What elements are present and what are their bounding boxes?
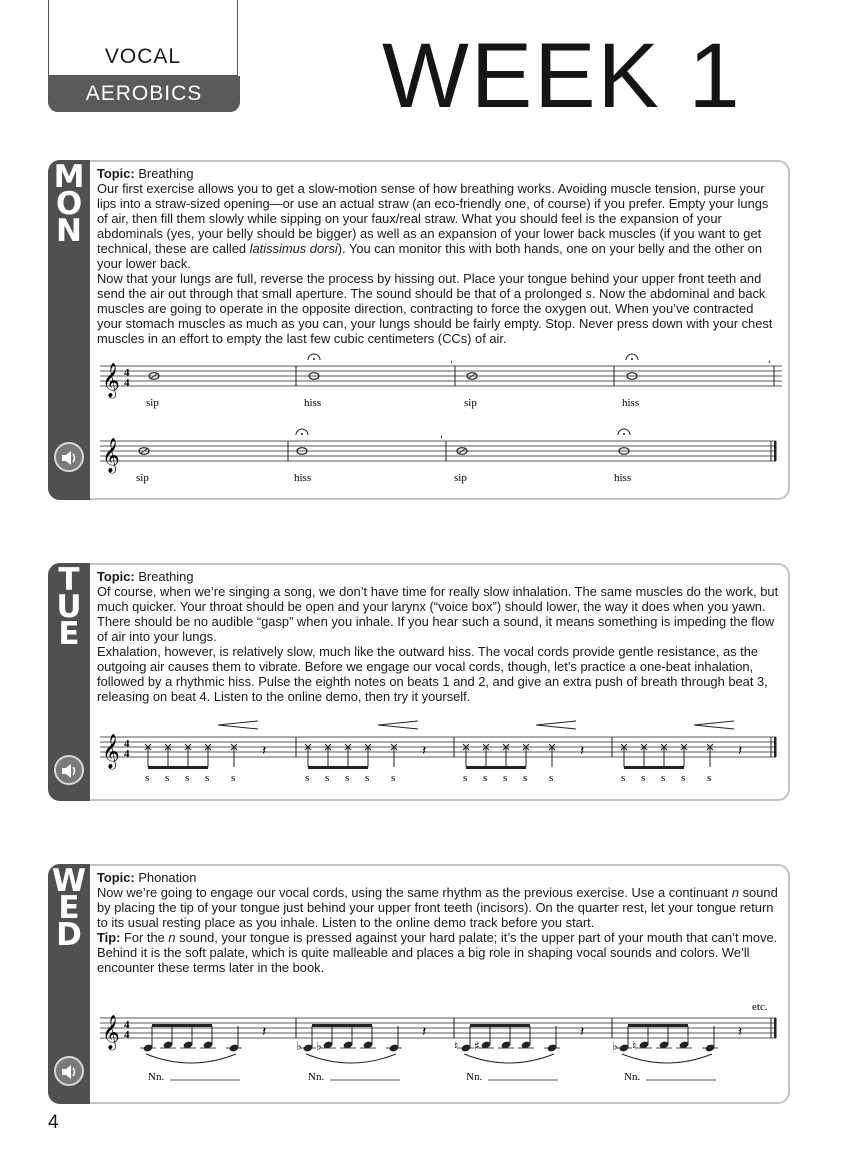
x-note xyxy=(707,744,713,767)
accidental: ♮ xyxy=(632,1039,637,1053)
day-letter: D xyxy=(56,917,82,953)
day-letter: T xyxy=(58,562,80,598)
lyric: sip xyxy=(464,397,477,409)
svg-text:4: 4 xyxy=(124,738,130,750)
x-note xyxy=(641,744,647,767)
lyric: sip xyxy=(454,472,467,484)
svg-text:,: , xyxy=(450,354,453,365)
topic-value: Breathing xyxy=(138,569,194,584)
quarter-rest: 𝄽 xyxy=(422,743,427,759)
tab-top-label: VOCAL xyxy=(48,0,238,76)
svg-text:4: 4 xyxy=(124,377,130,389)
lyric: s xyxy=(707,772,712,784)
x-note xyxy=(231,744,237,767)
topic-label: Topic: xyxy=(97,870,135,885)
x-note xyxy=(661,744,667,767)
paragraph: sound by placing the tip of your tongue just behind your upper front teeth (incisors). On the quarter rest, let your tongue return to its usual resting place as you inhale. Listen to the online demo track before you start. xyxy=(97,885,778,930)
day-letter: W xyxy=(51,863,87,899)
beam xyxy=(308,766,368,769)
accidental: ♮ xyxy=(454,1039,459,1053)
lyric: s xyxy=(483,772,488,784)
note xyxy=(458,1026,474,1053)
svg-text:4: 4 xyxy=(124,748,130,760)
lyric: s xyxy=(549,772,554,784)
crescendo-mark xyxy=(694,721,734,729)
slur xyxy=(464,1054,554,1063)
beam xyxy=(470,1024,530,1027)
tuesday-panel xyxy=(48,563,790,801)
note xyxy=(386,1026,402,1053)
beam xyxy=(312,1024,372,1027)
quarter-rest: 𝄽 xyxy=(580,743,585,759)
quarter-rest: 𝄽 xyxy=(262,743,267,759)
quarter-rest: 𝄽 xyxy=(422,1024,427,1040)
lyric: Nn. xyxy=(624,1071,641,1083)
svg-text:,: , xyxy=(768,354,771,365)
quarter-rest: 𝄽 xyxy=(580,1024,585,1040)
x-note xyxy=(165,744,171,767)
lyric: s xyxy=(621,772,626,784)
lyric: hiss xyxy=(622,397,640,409)
wednesday-text xyxy=(97,870,780,975)
term: n xyxy=(168,930,176,945)
day-letter: M xyxy=(53,159,85,195)
tuesday-sidebar xyxy=(48,563,90,801)
note xyxy=(300,1026,316,1053)
x-note xyxy=(523,744,529,767)
paragraph: Now that your lungs are full, reverse the process by hissing out. Place your tongue behind your upper front teeth and send the air out through that small aperture. The sound should be that of a prolonged xyxy=(97,271,762,301)
lyric: sip xyxy=(136,472,149,484)
topic-value: Phonation xyxy=(138,870,197,885)
svg-text:4: 4 xyxy=(124,1019,130,1031)
slur xyxy=(622,1054,712,1063)
day-letter: O xyxy=(55,186,83,222)
svg-text:,: , xyxy=(440,429,443,440)
tip-label: Tip: xyxy=(97,930,121,945)
lyric: Nn. xyxy=(466,1071,483,1083)
x-note xyxy=(681,744,687,767)
tab-bottom-label: AEROBICS xyxy=(48,76,240,112)
music-staff xyxy=(100,996,784,1086)
term: latissimus dorsi xyxy=(249,241,338,256)
monday-panel xyxy=(48,160,790,500)
wednesday-sidebar xyxy=(48,864,90,1104)
crescendo-mark xyxy=(378,721,418,729)
beam xyxy=(152,1024,212,1027)
accidental: ♭ xyxy=(296,1039,302,1053)
wednesday-letters xyxy=(48,863,90,953)
lyric: hiss xyxy=(304,397,322,409)
svg-text:𝄞: 𝄞 xyxy=(102,363,120,398)
accidental: ♭ xyxy=(612,1039,618,1053)
lyric: s xyxy=(231,772,236,784)
svg-text:𝄞: 𝄞 xyxy=(102,1015,120,1050)
lyric: s xyxy=(503,772,508,784)
music-staff xyxy=(100,352,784,412)
lyric: s xyxy=(391,772,396,784)
accidental: ♭ xyxy=(316,1039,322,1053)
etc-label: etc. xyxy=(752,1001,768,1013)
x-note xyxy=(185,744,191,767)
x-note xyxy=(205,744,211,767)
note xyxy=(544,1026,560,1053)
note xyxy=(226,1026,242,1053)
x-note xyxy=(345,744,351,767)
lyric: s xyxy=(681,772,686,784)
music-staff xyxy=(100,427,784,487)
paragraph: Of course, when we’re singing a song, we don’t have time for really slow inhalation. The same muscles do the work, but much quicker. Your throat should be open and your larynx (“voice box”) should lower, the way it does when you yawn. There should be no audible “gasp” when you inhale. If you hear such a sound, it means something is impeding the flow of air into your lungs. xyxy=(97,584,779,644)
svg-text:𝄞: 𝄞 xyxy=(102,438,120,473)
lyric: s xyxy=(345,772,350,784)
lyric: s xyxy=(661,772,666,784)
lyric: s xyxy=(325,772,330,784)
x-note xyxy=(391,744,397,767)
monday-letters xyxy=(48,159,90,249)
crescendo-mark xyxy=(218,721,258,729)
paragraph: ). You can monitor this with both hands, one on your belly and the other on your lower back. xyxy=(97,241,762,271)
audio-speaker-icon[interactable] xyxy=(54,755,84,785)
x-note xyxy=(483,744,489,767)
monday-text xyxy=(97,166,780,346)
lyric: s xyxy=(185,772,190,784)
lyric: s xyxy=(463,772,468,784)
x-note xyxy=(365,744,371,767)
tuesday-text xyxy=(97,569,780,704)
page-number: 4 xyxy=(48,1112,59,1133)
audio-speaker-icon[interactable] xyxy=(54,442,84,472)
tuesday-letters xyxy=(48,562,90,652)
x-note xyxy=(621,744,627,767)
x-note xyxy=(503,744,509,767)
week-title: WEEK 1 xyxy=(382,25,742,127)
quarter-rest: 𝄽 xyxy=(738,1024,743,1040)
lyric: s xyxy=(641,772,646,784)
svg-text:4: 4 xyxy=(124,1029,130,1041)
x-note xyxy=(305,744,311,767)
crescendo-mark xyxy=(536,721,576,729)
quarter-rest: 𝄽 xyxy=(262,1024,267,1040)
beam xyxy=(466,766,526,769)
slur xyxy=(306,1054,396,1063)
term: s xyxy=(585,286,592,301)
topic-label: Topic: xyxy=(97,166,135,181)
beam xyxy=(628,1024,688,1027)
note xyxy=(702,1026,718,1053)
x-note xyxy=(549,744,555,767)
lyric: hiss xyxy=(294,472,312,484)
lyric: s xyxy=(305,772,310,784)
monday-sidebar xyxy=(48,160,90,500)
topic-label: Topic: xyxy=(97,569,135,584)
paragraph: Our first exercise allows you to get a slow-motion sense of how breathing works. Avoiding muscle tension, purse your lips into a straw-sized opening—or use an actual straw (an eco-friendly one, of course) if you prefer. Empty your lungs of air, then fill them slowly while sipping on your faux/real straw. What you should feel is the expansion of your abdominals (yes, your belly should be bigger) as well as an expansion of your lower back muscles (if you want to get technical, these are called xyxy=(97,181,769,256)
term: n xyxy=(731,885,740,900)
topic-value: Breathing xyxy=(138,166,194,181)
audio-speaker-icon[interactable] xyxy=(54,1056,84,1086)
slur xyxy=(146,1054,236,1063)
paragraph: . Now the abdominal and back muscles are going to operate in the opposite direction, contracting to force the oxygen out. When you’ve contracted your stomach muscles as much as you can, your lungs should be fairly empty. Stop. Never press down with your chest muscles in an effort to empty the last few cubic centimeters (CCs) of air. xyxy=(97,286,773,346)
paragraph: For the xyxy=(120,930,169,945)
quarter-rest: 𝄽 xyxy=(738,743,743,759)
lyric: s xyxy=(205,772,210,784)
lyric: s xyxy=(365,772,370,784)
lyric: s xyxy=(165,772,170,784)
x-note xyxy=(145,744,151,767)
note xyxy=(140,1026,156,1053)
lyric: s xyxy=(145,772,150,784)
x-note xyxy=(325,744,331,767)
note xyxy=(616,1026,632,1053)
beam xyxy=(624,766,684,769)
day-letter: N xyxy=(56,213,82,249)
lyric: Nn. xyxy=(308,1071,325,1083)
lyric: Nn. xyxy=(148,1071,165,1083)
music-staff xyxy=(100,715,784,787)
accidental: ♯ xyxy=(474,1039,480,1053)
wednesday-panel xyxy=(48,864,790,1104)
lyric: sip xyxy=(146,397,159,409)
paragraph: Now we’re going to engage our vocal cords, using the same rhythm as the previous exercise. Use a continuant xyxy=(97,885,732,900)
svg-text:𝄞: 𝄞 xyxy=(102,734,120,769)
day-letter: E xyxy=(58,616,80,652)
day-letter: U xyxy=(56,589,82,625)
paragraph: Exhalation, however, is relatively slow, much like the outward hiss. The vocal cords provide gentle resistance, as the outgoing air causes them to vibrate. Before we engage our vocal cords, though, let’s practice a one-beat inhalation, followed by a rhythmic hiss. Pulse the eighth notes on beats 1 and 2, and give an extra push of breath through beat 3, releasing on beat 4. Listen to the online demo, then try it yourself. xyxy=(97,644,768,704)
beam xyxy=(148,766,208,769)
vocal-aerobics-tab xyxy=(48,0,240,112)
lyric: s xyxy=(523,772,528,784)
x-note xyxy=(463,744,469,767)
paragraph: sound, your tongue is pressed against your hard palate; it’s the upper part of your mouth that can’t move. Behind it is the soft palate, which is quite malleable and places a big role in shaping vocal sounds and colors. We’ll encounter these terms later in the book. xyxy=(97,930,778,975)
svg-text:4: 4 xyxy=(124,367,130,379)
day-letter: E xyxy=(58,890,80,926)
lyric: hiss xyxy=(614,472,632,484)
